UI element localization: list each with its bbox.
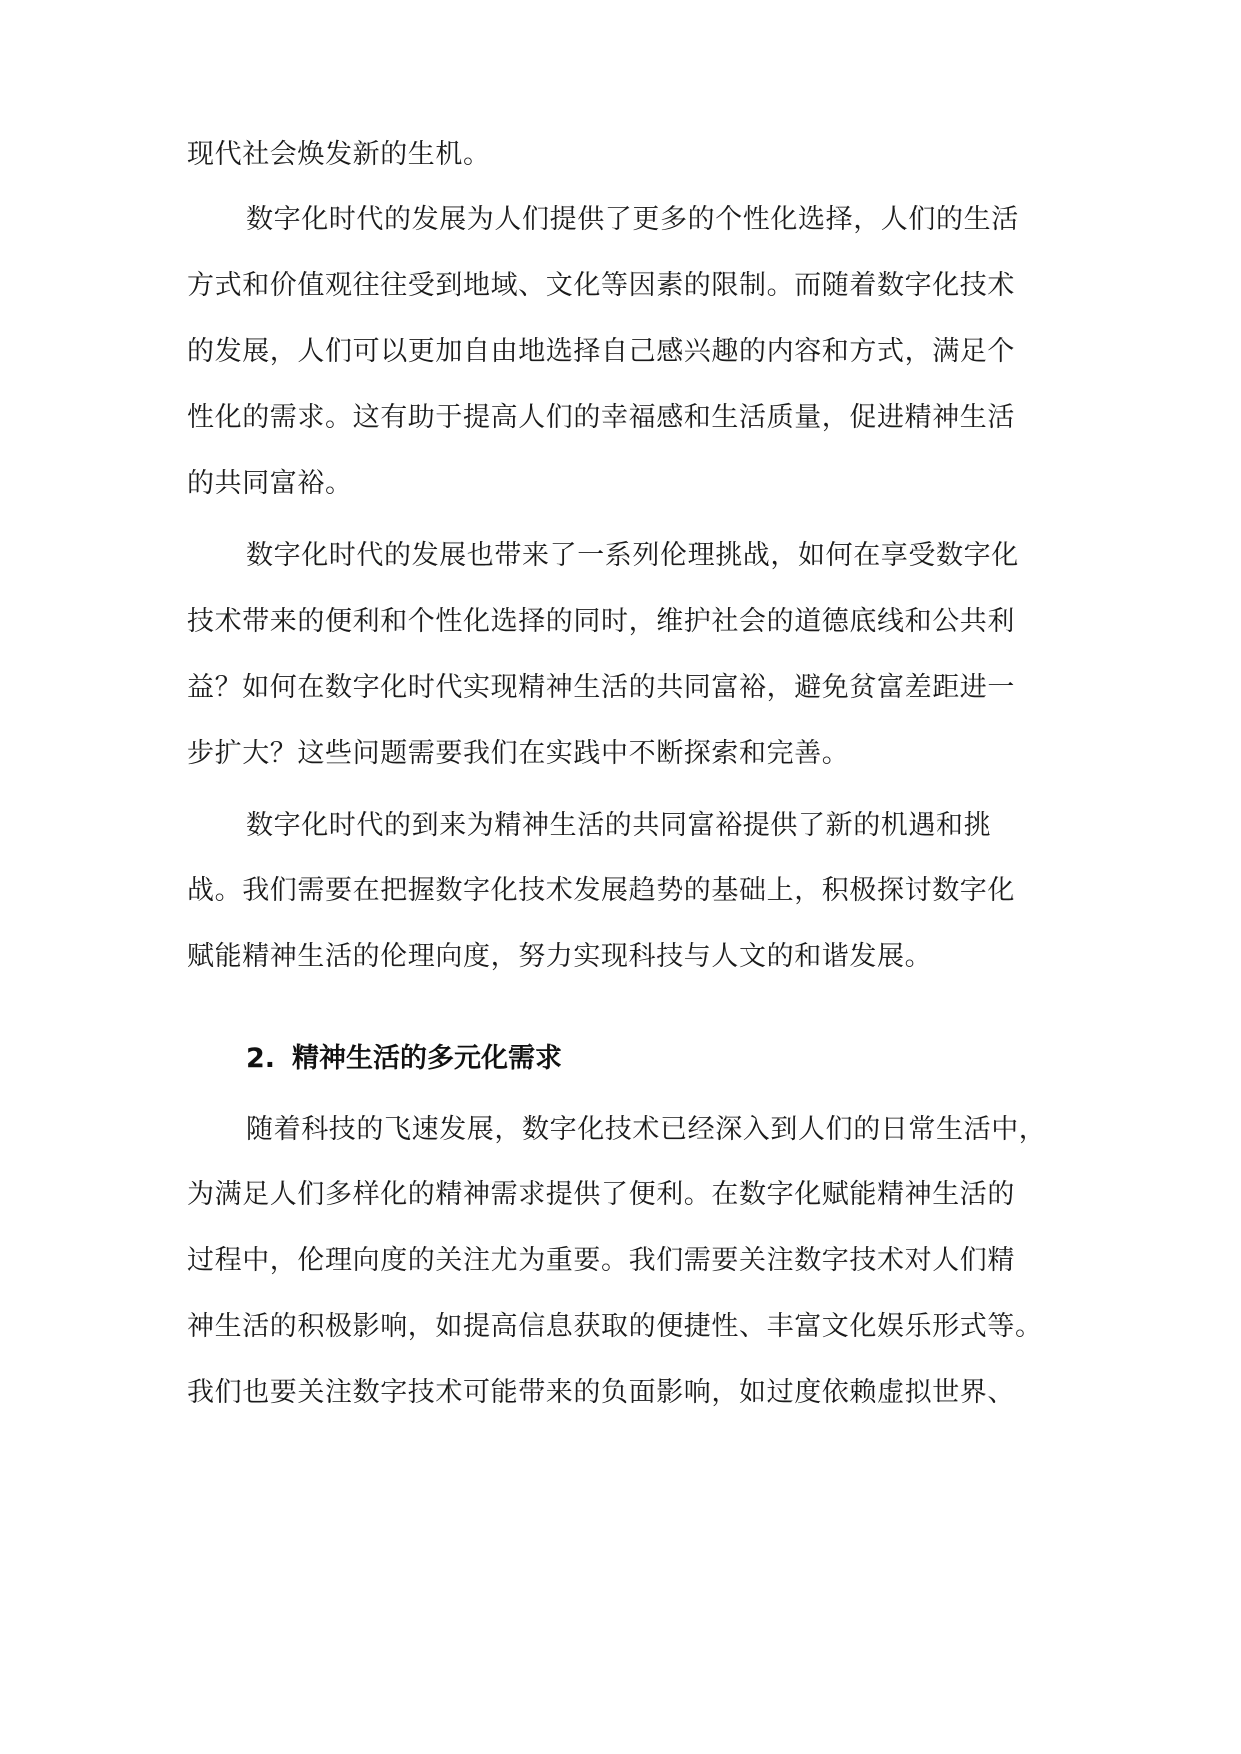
text-line: 性化的需求。这有助于提高人们的幸福感和生活质量，促进精神生活 [187, 402, 1015, 433]
text-line: 步扩大？这些问题需要我们在实践中不断探索和完善。 [187, 738, 850, 769]
section-number: 2. [246, 1043, 276, 1074]
paragraph-first-line: 数字化时代的到来为精神生活的共同富裕提供了新的机遇和挑 [246, 810, 992, 841]
text-line: 我们也要关注数字技术可能带来的负面影响，如过度依赖虚拟世界、 [187, 1377, 1015, 1408]
text-line: 赋能精神生活的伦理向度，努力实现科技与人文的和谐发展。 [187, 941, 933, 972]
paragraph-first-line: 随着科技的飞速发展，数字化技术已经深入到人们的日常生活中， [246, 1114, 1047, 1145]
text-line: 益？如何在数字化时代实现精神生活的共同富裕，避免贫富差距进一 [187, 672, 1015, 703]
section-title: 精神生活的多元化需求 [292, 1043, 562, 1074]
text-line: 的共同富裕。 [187, 468, 353, 499]
text-line: 方式和价值观往往受到地域、文化等因素的限制。而随着数字化技术 [187, 270, 1015, 301]
section-heading [246, 1039, 1078, 1079]
text-line: 的发展，人们可以更加自由地选择自己感兴趣的内容和方式，满足个 [187, 336, 1015, 367]
text-line: 技术带来的便利和个性化选择的同时，维护社会的道德底线和公共利 [187, 606, 1015, 637]
text-line: 为满足人们多样化的精神需求提供了便利。在数字化赋能精神生活的 [187, 1179, 1015, 1210]
paragraph-first-line: 数字化时代的发展为人们提供了更多的个性化选择，人们的生活 [246, 204, 1019, 235]
text-line: 过程中，伦理向度的关注尤为重要。我们需要关注数字技术对人们精 [187, 1245, 1015, 1276]
text-line: 神生活的积极影响，如提高信息获取的便捷性、丰富文化娱乐形式等。 [187, 1311, 1043, 1342]
paragraph-first-line: 数字化时代的发展也带来了一系列伦理挑战，如何在享受数字化 [246, 540, 1019, 571]
text-line: 现代社会焕发新的生机。 [187, 139, 491, 170]
text-line: 战。我们需要在把握数字化技术发展趋势的基础上，积极探讨数字化 [187, 875, 1015, 906]
